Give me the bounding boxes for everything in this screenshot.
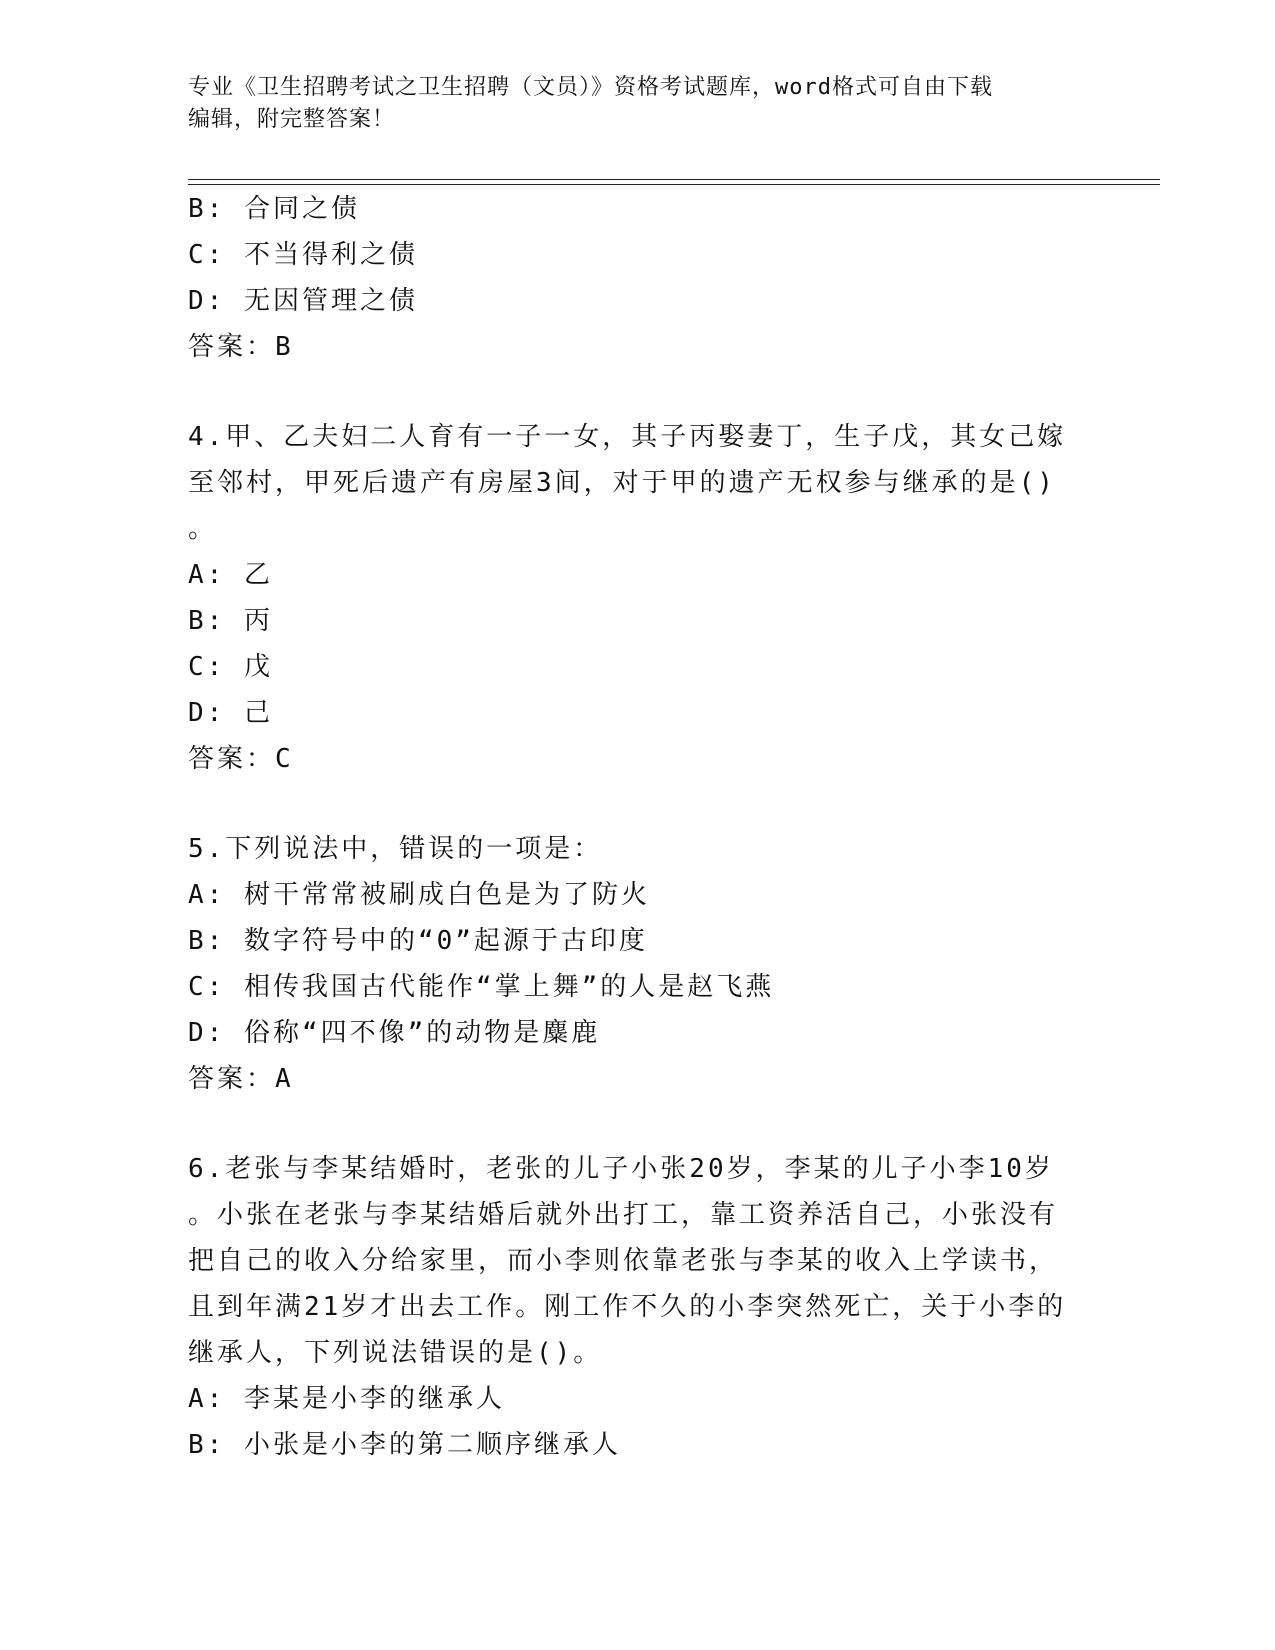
question-text-line: 。小张在老张与李某结婚后就外出打工，靠工资养活自己，小张没有 <box>188 1200 1059 1230</box>
question-text-line: 4.甲、乙夫妇二人育有一子一女，其子丙娶妻丁，生子戊，其女己嫁 <box>188 422 1067 452</box>
option-b: B: 合同之债 <box>188 194 360 224</box>
option-b: B: 小张是小李的第二顺序继承人 <box>188 1430 621 1460</box>
option-a: A: 树干常常被刷成白色是为了防火 <box>188 880 650 910</box>
question-3 <box>188 186 1088 370</box>
question-text-line: 。 <box>188 514 218 544</box>
answer-label: 答案：B <box>188 332 294 362</box>
option-d: D: 己 <box>188 698 273 728</box>
answer-label: 答案：A <box>188 1064 294 1094</box>
option-c: C: 不当得利之债 <box>188 240 418 270</box>
question-text-line: 6.老张与李某结婚时，老张的儿子小张20岁，李某的儿子小李10岁 <box>188 1154 1054 1184</box>
option-b: B: 丙 <box>188 606 273 636</box>
question-text-line: 把自己的收入分给家里，而小李则依靠老张与李某的收入上学读书， <box>188 1246 1059 1276</box>
question-4 <box>188 414 1088 782</box>
answer-label: 答案：C <box>188 744 294 774</box>
option-a: A: 李某是小李的继承人 <box>188 1384 505 1414</box>
header-line-2: 编辑，附完整答案！ <box>188 107 396 132</box>
page-header <box>188 72 1068 136</box>
option-c: C: 相传我国古代能作“掌上舞”的人是赵飞燕 <box>188 972 775 1002</box>
header-divider-bottom <box>188 184 1160 185</box>
header-divider-top <box>188 179 1160 180</box>
question-gap <box>188 1102 1088 1146</box>
question-content <box>188 186 1088 1468</box>
option-b: B: 数字符号中的“0”起源于古印度 <box>188 926 648 956</box>
option-d: D: 无因管理之债 <box>188 286 418 316</box>
option-d: D: 俗称“四不像”的动物是麋鹿 <box>188 1018 601 1048</box>
header-line-1: 专业《卫生招聘考试之卫生招聘（文员）》资格考试题库，word格式可自由下载 <box>188 75 993 100</box>
question-text-line: 5.下列说法中，错误的一项是： <box>188 834 603 864</box>
question-gap <box>188 370 1088 414</box>
option-c: C: 戊 <box>188 652 273 682</box>
question-text-line: 至邻村，甲死后遗产有房屋3间，对于甲的遗产无权参与继承的是() <box>188 468 1056 498</box>
question-text-line: 继承人，下列说法错误的是()。 <box>188 1338 603 1368</box>
question-6 <box>188 1146 1088 1468</box>
question-text-line: 且到年满21岁才出去工作。刚工作不久的小李突然死亡，关于小李的 <box>188 1292 1067 1322</box>
question-gap <box>188 782 1088 826</box>
question-5 <box>188 826 1088 1102</box>
option-a: A: 乙 <box>188 560 273 590</box>
